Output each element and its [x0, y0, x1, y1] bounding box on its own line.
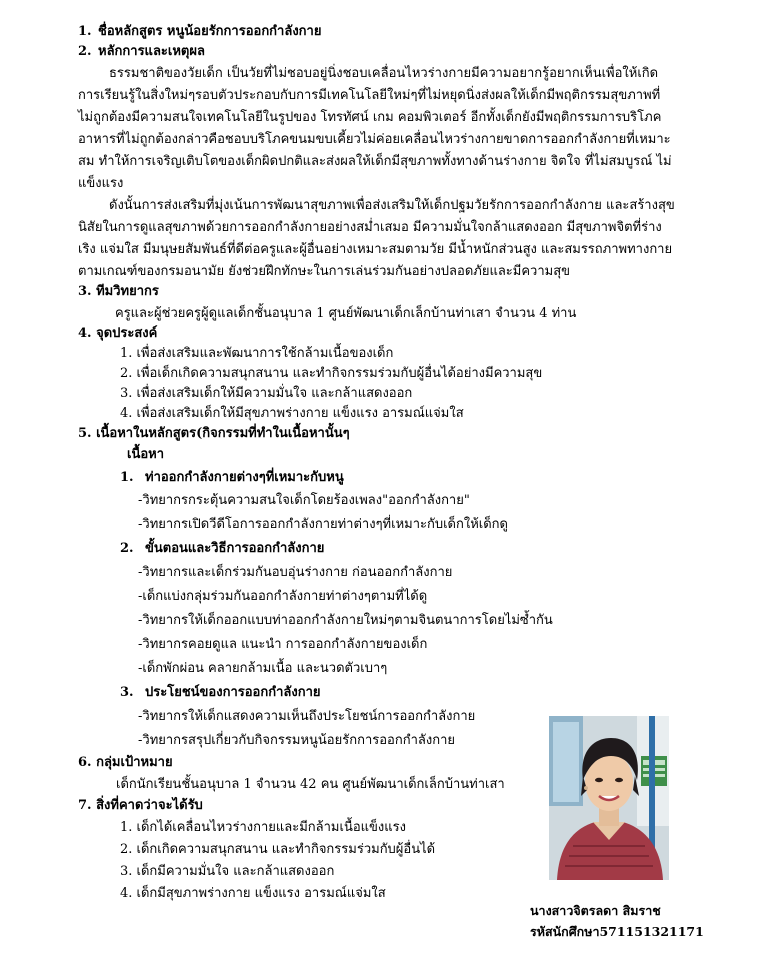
rationale-line: สม ทำให้การเจริญเติบโตของเด็กผิดปกติและส่งผลให้เด็กมีสุขภาพทั้งทางด้านร่างกาย จิตใจ ที่ไม่สมบูรณ์ ไม่ [78, 154, 672, 169]
rationale-line: การเรียนรู้ในสิ่งใหม่ๆรอบตัวประกอบกับการมีเทคโนโลยีใหม่ๆที่ไม่หยุดนิ่งส่งผลให้เด็กมีพฤติกรรมสุขภาพที่ [78, 88, 661, 103]
rationale-line: ตามเกณฑ์ของกรมอนามัย ยังช่วยฝึกทักษะในการเล่นร่วมกันอย่างปลอดภัยและมีความสุข [78, 264, 571, 279]
signature-name: นางสาวจิตรลดา สิมราช [530, 903, 661, 918]
content-2-item: -วิทยากรและเด็กร่วมกันอบอุ่นร่างกาย ก่อนออกกำลังกาย [138, 565, 453, 580]
content-2-title: ขั้นตอนและวิธีการออกกำลังกาย [145, 541, 325, 556]
section-5-subheading: เนื้อหา [127, 447, 165, 462]
rationale-line: ธรรมชาติของวัยเด็ก เป็นวัยที่ไม่ชอบอยู่นิ่งชอบเคลื่อนไหวร่างกายมีความอยากรู้อยากเห็นเพื่อให้เกิด [109, 66, 659, 81]
content-1-number: 1. [120, 470, 134, 485]
objective-item: 2. เพื่อเด็กเกิดความสนุกสนาน และทำกิจกรรมร่วมกับผู้อื่นได้อย่างมีความสุข [120, 366, 543, 381]
portrait-photo [549, 716, 669, 880]
rationale-line: แข็งแรง [78, 176, 124, 191]
rationale-line: นิสัยในการดูแลสุขภาพด้วยการออกกำลังกายอย่างสม่ำเสมอ มีความมั่นใจกล้าแสดงออก มีสุขภาพจิตที่ร่าง [78, 220, 662, 235]
objective-item: 1. เพื่อส่งเสริมและพัฒนาการใช้กล้ามเนื้อของเด็ก [120, 346, 394, 361]
rationale-line: อาหารที่ไม่ถูกต้องกล่าวคือชอบบริโภคขนมขบเคี้ยวไม่ค่อยเคลื่อนไหวร่างกายขาดการออกกำลังกายที่เหมาะ [78, 132, 671, 147]
content-3-number: 3. [120, 685, 134, 700]
section-3-title: 3. ทีมวิทยากร [78, 284, 159, 299]
signature-student-id: รหัสนักศึกษา571151321171 [530, 924, 704, 939]
section-2-title: หลักการและเหตุผล [98, 44, 205, 59]
section-3-body: ครูและผู้ช่วยครูผู้ดูแลเด็กชั้นอนุบาล 1 ศูนย์พัฒนาเด็กเล็กบ้านท่าเสา จำนวน 4 ท่าน [115, 306, 577, 321]
content-2-item: -เด็กพักผ่อน คลายกล้ามเนื้อ และนวดตัวเบาๆ [138, 661, 388, 676]
rationale-line: ดังนั้นการส่งเสริมที่มุ่งเน้นการพัฒนาสุขภาพเพื่อส่งเสริมให้เด็กปฐมวัยรักการออกกำลังกาย และสร้างสุข [109, 198, 675, 213]
section-4-title: 4. จุดประสงค์ [78, 326, 158, 341]
expected-outcome-item: 1. เด็กได้เคลื่อนไหวร่างกายและมีกล้ามเนื้อแข็งแรง [120, 820, 406, 835]
content-3-title: ประโยชน์ของการออกกำลังกาย [145, 685, 321, 700]
expected-outcome-item: 2. เด็กเกิดความสนุกสนาน และทำกิจกรรมร่วมกับผู้อื่นได้ [120, 842, 436, 857]
rationale-line: เริง แจ่มใส มีมนุษยสัมพันธ์ที่ดีต่อครูและผู้อื่นอย่างเหมาะสมตามวัย มีน้ำหนักส่วนสูง และสมรรถภาพทางกาย [78, 242, 673, 257]
section-6-title: 6. กลุ่มเป้าหมาย [78, 755, 173, 770]
content-2-item: -วิทยากรคอยดูแล แนะนำ การออกกำลังกายของเด็ก [138, 637, 428, 652]
content-3-item: -วิทยากรให้เด็กแสดงความเห็นถึงประโยชน์การออกกำลังกาย [138, 709, 476, 724]
objective-item: 4. เพื่อส่งเสริมเด็กให้มีสุขภาพร่างกาย แข็งแรง อารมณ์แจ่มใส [120, 406, 464, 421]
expected-outcome-item: 4. เด็กมีสุขภาพร่างกาย แข็งแรง อารมณ์แจ่มใส [120, 886, 386, 901]
content-1-item: -วิทยากรกระตุ้นความสนใจเด็กโดยร้องเพลง"ออกกำลังกาย" [138, 493, 470, 508]
section-6-body: เด็กนักเรียนชั้นอนุบาล 1 จำนวน 42 คน ศูนย์พัฒนาเด็กเล็กบ้านท่าเสา [116, 777, 505, 792]
content-2-item: -วิทยากรให้เด็กออกแบบท่าออกกำลังกายใหม่ๆตามจินตนาการโดยไม่ซ้ำกัน [138, 613, 553, 628]
rationale-line: ไม่ถูกต้องมีความสนใจเทคโนโลยีในรูปของ โทรทัศน์ เกม คอมพิวเตอร์ อีกทั้งเด็กยังมีพฤติกรรมการบริโภค [78, 110, 662, 125]
section-1-number: 1. [78, 24, 92, 39]
section-1-title: ชื่อหลักสูตร หนูน้อยรักการออกกำลังกาย [98, 24, 322, 39]
content-1-item: -วิทยากรเปิดวีดีโอการออกกำลังกายท่าต่างๆที่เหมาะกับเด็กให้เด็กดู [138, 517, 508, 532]
content-2-item: -เด็กแบ่งกลุ่มร่วมกันออกกำลังกายท่าต่างๆตามที่ได้ดู [138, 589, 428, 604]
section-5-title: 5. เนื้อหาในหลักสูตร(กิจกรรมที่ทำในเนื้อหานั้นๆ [78, 426, 350, 441]
content-2-number: 2. [120, 541, 134, 556]
objective-item: 3. เพื่อส่งเสริมเด็กให้มีความมั่นใจ และกล้าแสดงออก [120, 386, 413, 401]
content-3-item: -วิทยากรสรุปเกี่ยวกับกิจกรรมหนูน้อยรักการออกกำลังกาย [138, 733, 455, 748]
expected-outcome-item: 3. เด็กมีความมั่นใจ และกล้าแสดงออก [120, 864, 335, 879]
section-7-title: 7. สิ่งที่คาดว่าจะได้รับ [78, 798, 203, 813]
section-2-number: 2. [78, 44, 92, 59]
content-1-title: ท่าออกกำลังกายต่างๆที่เหมาะกับหนู [145, 470, 344, 485]
